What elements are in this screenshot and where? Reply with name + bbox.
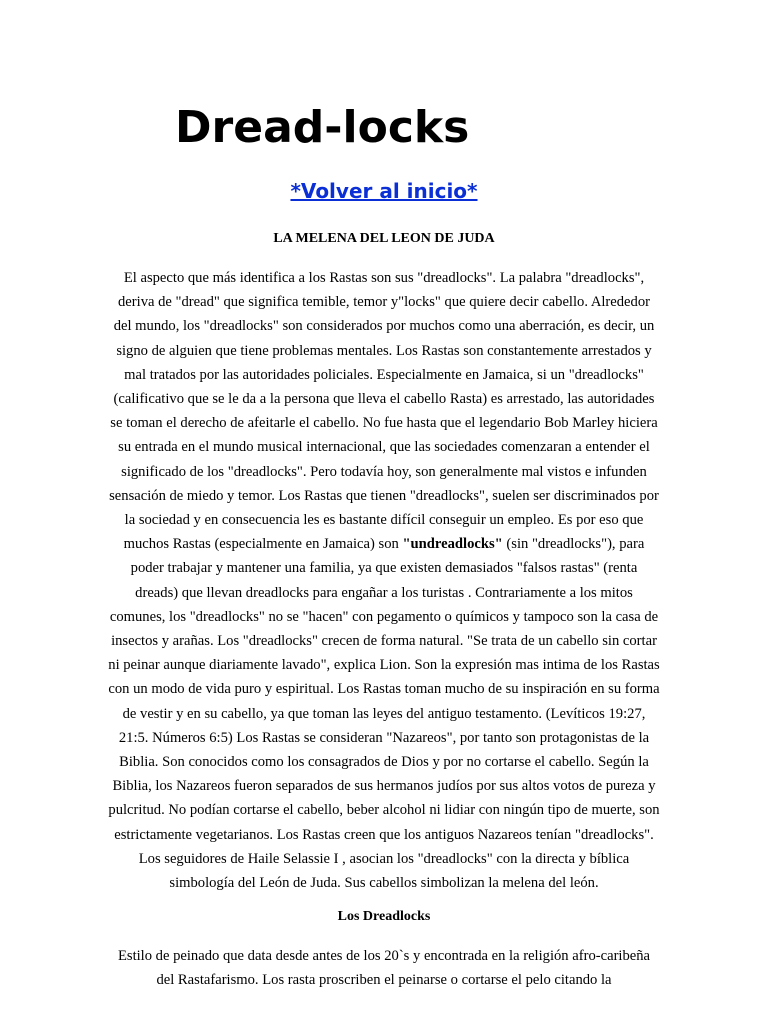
paragraph-text: El aspecto que más identifica a los Rastas son sus "dreadlocks". La palabra "dreadlocks", deriva de "dread" que significa temible, temor y"locks" que quiere decir cabello. Alrededor del mundo, los "dreadlocks" son considerados por muchos como una aberración, es decir, un signo de alguien que tiene problemas mentales. Los Rastas son constantemente arrestados y mal tratados por las autoridades policiales. Especialmente en Jamaica, si un "dreadlocks"(calificativo que se le da a la persona que lleva el cabello Rasta) es arrestado, las autoridades se toman el derecho de afeitarle el cabello. No fue hasta que el legendario Bob Marley hiciera su entrada en el mundo musical internacional, que las sociedades comenzaran a entender el significado de los "dreadlocks". Pero todavía hoy, son generalmente mal vistos e infunden sensación de miedo y temor. Los Rastas que tienen "dreadlocks", suelen ser discriminados por la sociedad y en consecuencia les es bastante difícil conseguir un empleo. Es por eso que muchos Rastas (especialmente en Jamaica) son xyxy=(109,270,659,553)
body-paragraph-dreadlocks: Estilo de peinado que data desde antes de los 20`s y encontrada en la religión afro-caribeña del Rastafarismo. Los rasta proscriben el peinarse o cortarse el pelo citando la xyxy=(117,948,651,989)
paragraph-text-continued: (sin "dreadlocks"), para poder trabajar y mantener una familia, ya que existen demasiados "falsos rastas" (renta dreads) que llevan dreadlocks para engañar a los turistas . Contrariamente a los mitos comunes, los "dreadlocks" no se "hacen" con pegamento o químicos y tampoco son la casa de insectos y arañas. Los "dreadlocks" crecen de forma natural. "Se trata de un cabello sin cortar ni peinar aunque diariamente lavado", explica Lion. Son la expresión mas intima de los Rastas con un modo de vida puro y espiritual. Los Rastas toman mucho de su inspiración en su forma de vestir y en su cabello, ya que toman las leyes del antiguo testamento. (Levíticos 19:27, 21:5. Números 6:5) Los Rastas se consideran "Nazareos", por tanto son protagonistas de la Biblia. Son conocidos como los consagrados de Dios y por no cortarse el cabello. Según la Biblia, los Nazareos fueron separados de sus hermanos judíos por sus altos votos de pureza y pulcritud. No podían cortarse el cabello, beber alcohol ni lidiar con ningún tipo de muerte, son estrictamente vegetarianos. Los Rastas creen que los antiguos Nazareos tenían "dreadlocks". Los seguidores de Haile Selassie I , asocian los "dreadlocks" con la directa y bíblica simbología del León de Juda. Sus cabellos simbolizan la melena del león. xyxy=(108,536,660,892)
section-heading-melena: LA MELENA DEL LEON DE JUDA xyxy=(273,231,495,246)
page-title: Dread-locks xyxy=(175,102,470,153)
body-paragraph-melena xyxy=(108,266,660,895)
back-to-home-link[interactable]: *Volver al inicio* xyxy=(290,179,478,203)
section-heading-dreadlocks: Los Dreadlocks xyxy=(337,909,431,924)
bold-term-undreadlocks: "undreadlocks" xyxy=(402,536,503,553)
